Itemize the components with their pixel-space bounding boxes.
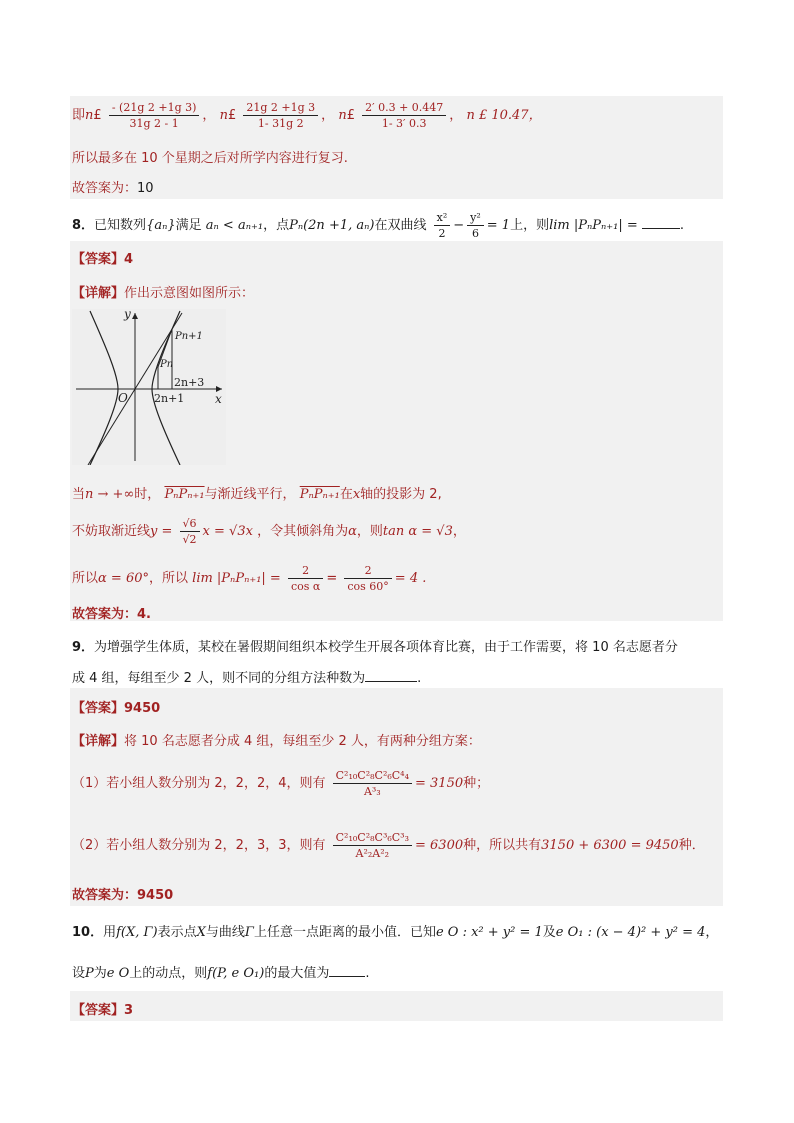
label-origin: O: [118, 391, 128, 405]
sec7-line-2: 所以最多在 10 个星期之后对所学内容进行复习.: [72, 151, 348, 166]
case-1-fraction: $\frac{\text{C²₁₀C²₈C²₆C⁴₄}}{\text{A³₃}}$: [333, 768, 412, 799]
label-x: x: [215, 392, 222, 406]
answer-blank-q8: [642, 228, 680, 229]
detail-8-step-3: 所以α = 60°，所以 lim |PₙPₙ₊₁| = $\frac{2}{\text{cos α}}$ = $\frac{2}{\cos 60^\circ}$ = 4 .: [72, 564, 427, 593]
answer-8-final: 故答案为：4.: [72, 607, 151, 622]
answer-10-line: 【答案】3: [72, 1003, 134, 1018]
sec7-answer-line: 故答案为：10: [72, 181, 154, 196]
answer-blank-q9: [365, 681, 417, 682]
sec7-fraction-1: $\frac{- (21g 2 +1g 3)}{31g 2 - 1}$: [109, 100, 200, 131]
label-pn: Pn: [160, 359, 174, 370]
hyperbola-left-branch: [90, 311, 118, 465]
question-8: 8．已知数列{aₙ}满足 aₙ < aₙ₊₁，点Pₙ(2n +1, aₙ)在双曲线 $\frac{\text{x²}}{2}$ − $\frac{\text{y²}}{6}$ = 1上，则lim |PₙPₙ₊₁| = .: [72, 211, 685, 240]
question-9-line-2: 成 4 组，每组至少 2 人，则不同的分组方法种数为 .: [72, 671, 422, 686]
label-y: y: [124, 309, 131, 321]
answer-8-line: 【答案】4: [72, 252, 134, 267]
hyperbola-y-term: $\frac{\text{y²}}{6}$: [467, 210, 484, 241]
detail-9-case-1: （1）若小组人数分别为 2，2，2，4，则有 $\frac{\text{C²₁₀C²₈C²₆C⁴₄}}{\text{A³₃}}$ = 3150种；: [72, 769, 490, 798]
label-2n3: 2n+3: [174, 376, 205, 389]
label-2n1: 2n+1: [154, 392, 185, 405]
hyperbola-diagram: [72, 309, 226, 465]
detail-8-step-1: 当n → +∞时， PₙPₙ₊₁与渐近线平行， PₙPₙ₊₁在x轴的投影为 2,: [72, 487, 442, 502]
detail-8-step-2: 不妨取渐近线y = $\frac{√6}{√2}$ x = √3x ，令其倾斜角为α，则tan α = √3，: [72, 517, 466, 546]
question-9-line-1: 9．为增强学生体质，某校在暑假期间组织本校学生开展各项体育比赛，由于工作需要，将 10 名志愿者分: [72, 640, 678, 655]
answer-10-block: [70, 991, 723, 1021]
sec7-fraction-2: $\frac{21g 2 +1g 3}{1- 31g 2}$: [243, 100, 318, 131]
label-pn1: Pn+1: [175, 331, 203, 342]
answer-9-line: 【答案】9450: [72, 701, 161, 716]
sec7-fraction-3: $\frac{2' 0.3 + 0.447}{1- 3' 0.3}$: [362, 100, 446, 131]
question-10-line-1: 10．用f(X, Γ)表示点X与曲线Γ上任意一点距离的最小值．已知e O : x² + y² = 1及e O₁ : (x − 4)² + y² = 4，: [72, 925, 719, 940]
detail-8-line: 【详解】作出示意图如图所示：: [72, 286, 255, 301]
y-axis-arrow: [132, 313, 138, 319]
answer-blank-q10: [329, 976, 365, 977]
hyperbola-x-term: $\frac{\text{x²}}{2}$: [434, 210, 451, 241]
detail-9-case-2: （2）若小组人数分别为 2，2，3，3，则有 $\frac{\text{C²₁₀C²₈C³₆C³₃}}{\text{A²₂A²₂}}$ = 6300种，所以共有3150 + 6300 = 9450种．: [72, 831, 705, 860]
detail-9-line: 【详解】将 10 名志愿者分成 4 组，每组至少 2 人，有两种分组方案：: [72, 734, 481, 749]
cos-alpha-fraction: $\frac{2}{\text{cos α}}$: [288, 563, 323, 594]
case-2-fraction: $\frac{\text{C²₁₀C²₈C³₆C³₃}}{\text{A²₂A²₂}}$: [333, 830, 412, 861]
sec7-line-1: 即n£ $\frac{- (21g 2 +1g 3)}{31g 2 - 1}$ ， n£ $\frac{21g 2 +1g 3}{1- 31g 2}$ ， n£ $\frac{2' 0.3 + 0.447}{1- 3' 0.3}$ ， n £ 10.47，: [72, 101, 542, 130]
cos-60-fraction: $\frac{2}{\cos 60^\circ}$: [344, 563, 391, 594]
asymptote-slope-fraction: $\frac{√6}{√2}$: [180, 516, 200, 547]
question-10-line-2: 设P为e O上的动点，则f(P, e O₁)的最大值为 .: [72, 966, 370, 981]
hyperbola-figure: [72, 309, 226, 465]
answer-9-final: 故答案为：9450: [72, 888, 174, 903]
